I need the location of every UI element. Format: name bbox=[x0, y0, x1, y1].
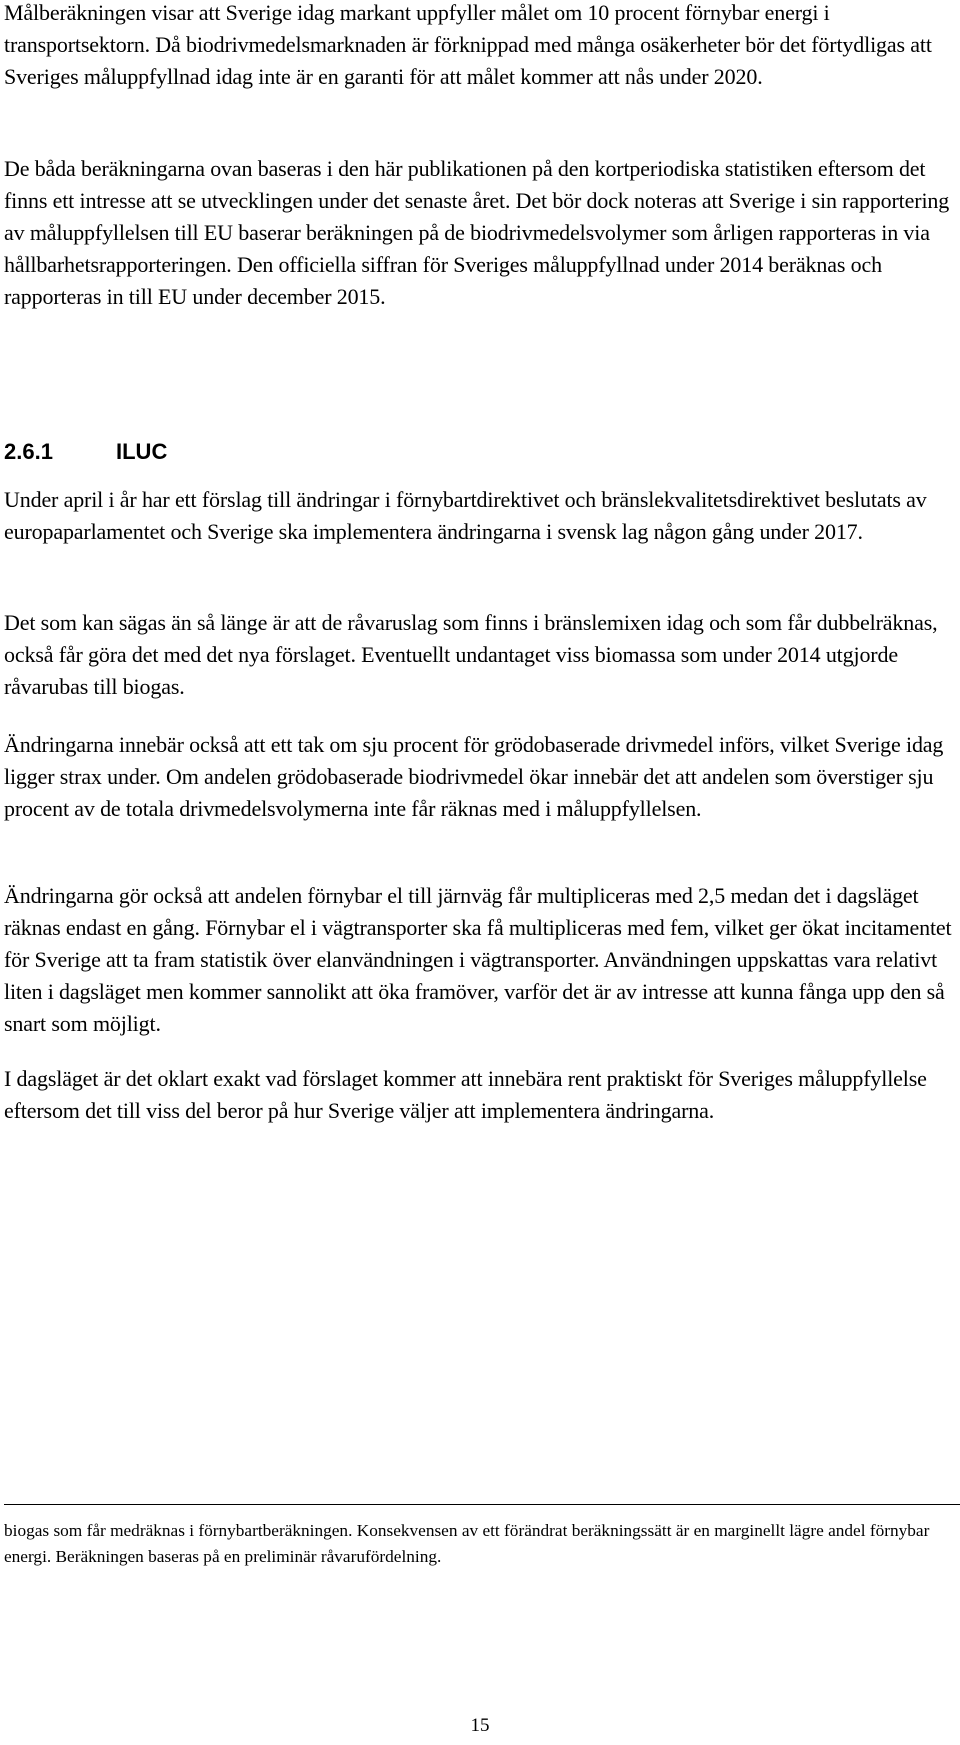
section-paragraph: I dagsläget är det oklart exakt vad förslaget kommer att innebära rent praktiskt för Sveriges måluppfyllelse eftersom det till viss del beror på hur Sverige väljer att implementera ändringarna. bbox=[4, 1066, 927, 1123]
footnote-text: biogas som får medräknas i förnybartberäkningen. Konsekvensen av ett förändrat beräkningssätt är en marginellt lägre andel förnybar energi. Beräkningen baseras på en preliminär råvarufördelning. bbox=[4, 1521, 930, 1566]
section-paragraph: Under april i år har ett förslag till ändringar i förnybartdirektivet och bränslekvalitetsdirektivet beslutats av europaparlamentet och Sverige ska implementera ändringarna i svensk lag någon gång under 2017. bbox=[4, 487, 927, 544]
body-paragraph: De båda beräkningarna ovan baseras i den här publikationen på den kortperiodiska statistiken eftersom det finns ett intresse att se utvecklingen under det senaste året. Det bör dock noteras att Sverige i sin rapportering av måluppfyllelsen till EU baserar beräkningen på de biodrivmedelsvolymer som årligen rapporteras in via hållbarhetsrapporteringen. Den officiella siffran för Sveriges måluppfyllnad under 2014 beräknas och rapporteras in till EU under december 2015. bbox=[4, 156, 950, 309]
section-number: 2.6.1 bbox=[4, 439, 53, 464]
section-heading bbox=[4, 439, 167, 465]
section-title: ILUC bbox=[116, 439, 168, 464]
page-number: 15 bbox=[470, 1715, 490, 1736]
section-paragraph: Det som kan sägas än så länge är att de råvaruslag som finns i bränslemixen idag och som får dubbelräknas, också får göra det med det nya förslaget. Eventuellt undantaget viss biomassa som under 2014 utgjorde råvarubas till biogas. bbox=[4, 610, 938, 699]
section-paragraph: Ändringarna innebär också att ett tak om sju procent för grödobaserade drivmedel införs, vilket Sverige idag ligger strax under. Om andelen grödobaserade biodrivmedel ökar innebär det att andelen som överstiger sju procent av de totala drivmedelsvolymerna inte får räknas med i måluppfyllelsen. bbox=[4, 732, 944, 821]
footnote-divider bbox=[4, 1504, 960, 1505]
body-paragraph: Målberäkningen visar att Sverige idag markant uppfyller målet om 10 procent förnybar energi i transportsektorn. Då biodrivmedelsmarknaden är förknippad med många osäkerheter bör det förtydligas att Sveriges måluppfyllnad idag inte är en garanti för att målet kommer att nås under 2020. bbox=[4, 0, 932, 89]
section-paragraph: Ändringarna gör också att andelen förnybar el till järnväg får multipliceras med 2,5 medan det i dagsläget räknas endast en gång. Förnybar el i vägtransporter ska få multipliceras med fem, vilket ger ökat incitamentet för Sverige att ta fram statistik över elanvändningen i vägtransporter. Användningen uppskattas vara relativt liten i dagsläget men kommer sannolikt att öka framöver, varför det är av intresse att kunna fånga upp den så snart som möjligt. bbox=[4, 883, 952, 1036]
